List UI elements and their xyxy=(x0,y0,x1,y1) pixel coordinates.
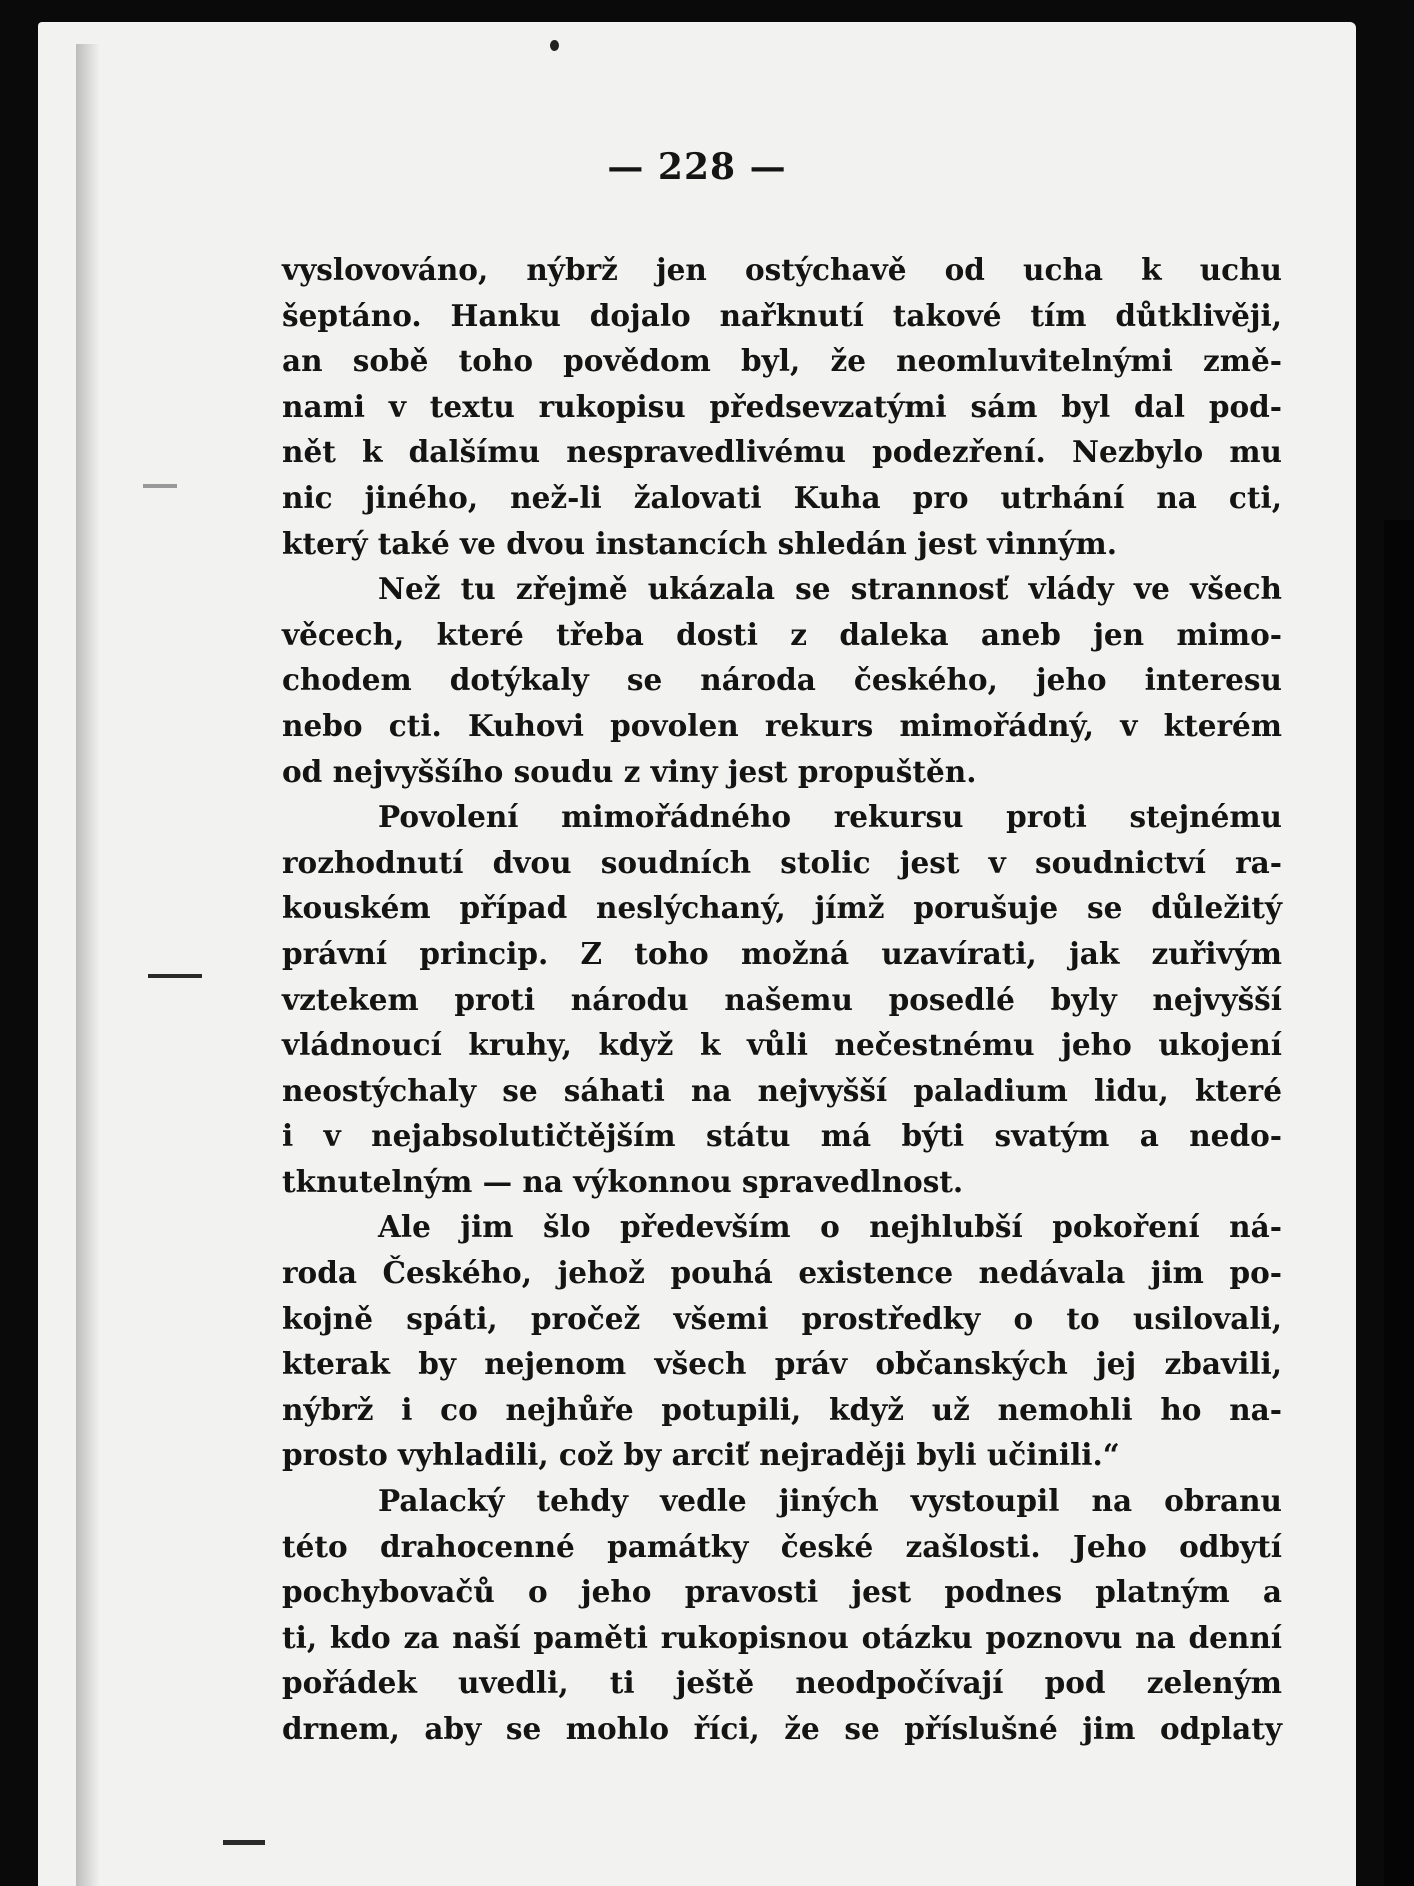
text-line: roda Českého, jehož pouhá existence nedávala jim po- xyxy=(282,1255,1282,1291)
text-line: nic jiného, než-li žalovati Kuha pro utrhání na cti, xyxy=(282,479,1282,515)
text-line: věcech, které třeba dosti z daleka aneb jen mimo- xyxy=(282,616,1282,652)
text-line: an sobě toho povědom byl, že neomluvitelnými změ- xyxy=(282,343,1282,379)
spine-shadow xyxy=(76,44,100,1886)
text-line: ti, kdo za naší paměti rukopisnou otázku poznovu na denní xyxy=(282,1619,1282,1655)
text-line: Povolení mimořádného rekursu proti stejnému xyxy=(378,799,1282,835)
book-page xyxy=(38,22,1356,1886)
text-line: nýbrž i co nejhůře potupili, když už nemohli ho na- xyxy=(282,1391,1282,1427)
text-line: šeptáno. Hanku dojalo nařknutí takové tím důtklivěji, xyxy=(282,297,1282,333)
text-line: kouském případ neslýchaný, jímž porušuje se důležitý xyxy=(282,890,1282,926)
ink-speck xyxy=(550,40,559,51)
text-line: který také ve dvou instancích shledán jest vinným. xyxy=(282,525,1117,561)
text-line: vztekem proti národu našemu posedlé byly nejvyšší xyxy=(282,981,1282,1017)
text-line: i v nejabsolutičtějším státu má býti svatým a nedo- xyxy=(282,1118,1282,1154)
page-number: — 228 — xyxy=(607,146,787,188)
text-line: pochybovačů o jeho pravosti jest podnes platným a xyxy=(282,1574,1282,1610)
text-line: kterak by nejenom všech práv občanských jej zbavili, xyxy=(282,1346,1282,1382)
text-line: vládnoucí kruhy, když k vůli nečestnému jeho ukojení xyxy=(282,1027,1282,1063)
text-line: vyslovováno, nýbrž jen ostýchavě od ucha k uchu xyxy=(282,252,1282,287)
text-line: nět k dalšímu nespravedlivému podezření. Nezbylo mu xyxy=(282,434,1282,470)
margin-mark xyxy=(148,974,202,978)
text-line: nami v textu rukopisu předsevzatými sám byl dal pod- xyxy=(282,388,1282,424)
text-line: pořádek uvedli, ti ještě neodpočívají pod zeleným xyxy=(282,1665,1282,1701)
body-text xyxy=(282,247,1282,1752)
text-line: nebo cti. Kuhovi povolen rekurs mimořádný, v kterém xyxy=(282,707,1282,743)
dark-page-edge xyxy=(1384,520,1414,1886)
text-line: tknutelným — na výkonnou spravedlnost. xyxy=(282,1163,964,1199)
margin-mark xyxy=(143,484,177,488)
text-line: od nejvyššího soudu z viny jest propuštěn. xyxy=(282,753,977,789)
text-line: kojně spáti, pročež všemi prostředky o to usilovali, xyxy=(282,1300,1282,1336)
text-line: Ale jim šlo především o nejhlubší pokoření ná- xyxy=(378,1209,1282,1245)
text-line: Palacký tehdy vedle jiných vystoupil na obranu xyxy=(378,1483,1282,1519)
text-line: právní princip. Z toho možná uzavírati, jak zuřivým xyxy=(282,935,1282,971)
text-line: drnem, aby se mohlo říci, že se příslušné jim odplaty xyxy=(282,1711,1282,1746)
margin-mark xyxy=(223,1840,265,1845)
text-line: chodem dotýkaly se národa českého, jeho interesu xyxy=(282,662,1282,698)
text-line: neostýchaly se sáhati na nejvyšší paladium lidu, které xyxy=(282,1072,1282,1108)
text-line: této drahocenné památky české zašlosti. Jeho odbytí xyxy=(282,1528,1282,1564)
text-line: rozhodnutí dvou soudních stolic jest v soudnictví ra- xyxy=(282,844,1282,880)
text-line: prosto vyhladili, což by arciť nejraději byli učinili.“ xyxy=(282,1437,1120,1473)
text-line: Než tu zřejmě ukázala se strannosť vlády ve všech xyxy=(378,571,1282,607)
